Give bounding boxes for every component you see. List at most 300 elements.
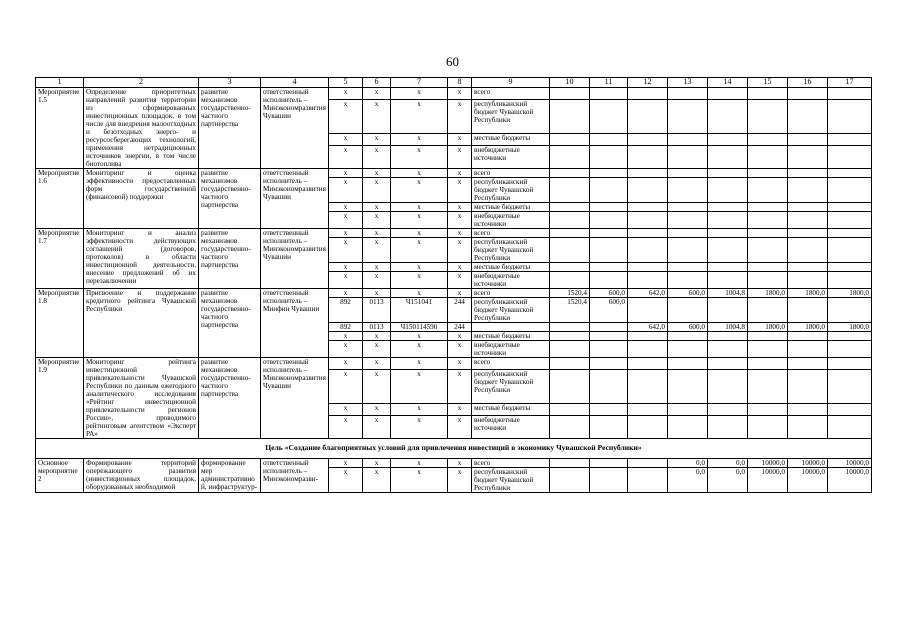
value-cell — [828, 169, 872, 178]
column-header: 6 — [363, 78, 391, 88]
value-cell — [590, 468, 628, 493]
value-cell: 10000,0 — [788, 468, 828, 493]
value-cell — [590, 341, 628, 358]
code-cell: x — [363, 238, 391, 263]
header-row — [36, 78, 872, 88]
code-cell: Ч150114590 — [391, 323, 448, 332]
code-cell: x — [363, 416, 391, 439]
code-cell: 244 — [448, 298, 472, 323]
code-cell: x — [391, 169, 448, 178]
value-cell — [668, 88, 708, 100]
value-cell — [708, 212, 748, 229]
value-cell — [708, 133, 748, 145]
value-cell — [668, 229, 708, 238]
value-cell — [828, 403, 872, 415]
event-responsible: ответственный исполнитель – Минэкономразви- — [261, 459, 329, 493]
value-cell — [550, 323, 590, 332]
code-cell: x — [329, 100, 363, 134]
value-cell — [550, 238, 590, 263]
code-cell: x — [448, 212, 472, 229]
funding-source: всего — [472, 459, 550, 468]
value-cell — [828, 88, 872, 100]
value-cell — [668, 238, 708, 263]
value-cell — [590, 229, 628, 238]
code-cell: x — [363, 229, 391, 238]
code-cell: x — [363, 272, 391, 289]
code-cell: x — [391, 459, 448, 468]
value-cell — [788, 416, 828, 439]
value-cell — [788, 178, 828, 203]
event-id: Мероприятие 1.6 — [36, 169, 84, 229]
value-cell — [748, 100, 788, 134]
column-header: 14 — [708, 78, 748, 88]
code-cell: x — [363, 88, 391, 100]
code-cell: Ч151041 — [391, 298, 448, 323]
event-task: развитие механизмов государственно-частного партнерства — [199, 169, 261, 229]
value-cell — [748, 332, 788, 341]
event-name: Формирование территорий опережающего развития (инвестиционных площадок, оборудованных необходимой — [84, 459, 199, 493]
value-cell — [708, 416, 748, 439]
column-header: 10 — [550, 78, 590, 88]
value-cell — [590, 263, 628, 272]
code-cell: x — [329, 238, 363, 263]
code-cell: x — [391, 341, 448, 358]
value-cell — [788, 212, 828, 229]
value-cell: 10000,0 — [828, 459, 872, 468]
value-cell: 1800,0 — [788, 289, 828, 298]
column-header: 5 — [329, 78, 363, 88]
value-cell: 1800,0 — [788, 323, 828, 332]
value-cell — [628, 298, 668, 323]
value-cell — [788, 203, 828, 212]
value-cell — [668, 146, 708, 169]
code-cell: x — [329, 289, 363, 298]
code-cell: x — [391, 263, 448, 272]
value-cell — [708, 298, 748, 323]
code-cell: x — [329, 272, 363, 289]
value-cell — [590, 203, 628, 212]
value-cell — [708, 332, 748, 341]
value-cell: 0,0 — [668, 459, 708, 468]
column-header: 12 — [628, 78, 668, 88]
value-cell — [708, 88, 748, 100]
value-cell — [748, 133, 788, 145]
code-cell: x — [391, 370, 448, 404]
value-cell — [550, 370, 590, 404]
value-cell: 600,0 — [668, 289, 708, 298]
value-cell — [668, 341, 708, 358]
code-cell: x — [363, 203, 391, 212]
value-cell — [828, 416, 872, 439]
value-cell — [550, 468, 590, 493]
value-cell — [628, 229, 668, 238]
value-cell — [550, 169, 590, 178]
funding-source: местные бюджеты — [472, 203, 550, 212]
funding-source: местные бюджеты — [472, 403, 550, 415]
value-cell — [708, 263, 748, 272]
value-cell — [788, 146, 828, 169]
code-cell: x — [448, 370, 472, 404]
event-id: Мероприятие 1.9 — [36, 358, 84, 439]
code-cell: x — [329, 133, 363, 145]
funding-source: внебюджетные источники — [472, 416, 550, 439]
event-name: Мониторинг и оценка эффективности предоставленных форм государственной (финансовой) поддержки — [84, 169, 199, 229]
event-id: Мероприятие 1.7 — [36, 229, 84, 289]
column-header: 17 — [828, 78, 872, 88]
funding-source: всего — [472, 358, 550, 370]
value-cell — [550, 100, 590, 134]
value-cell — [788, 403, 828, 415]
value-cell — [788, 341, 828, 358]
code-cell: x — [329, 358, 363, 370]
value-cell — [668, 212, 708, 229]
funding-source: местные бюджеты — [472, 263, 550, 272]
code-cell: x — [391, 88, 448, 100]
code-cell: x — [329, 178, 363, 203]
value-cell — [628, 169, 668, 178]
event-name: Мониторинг и анализ эффективности действующих соглашений (договоров, протоколов) в области инвестиционной деятельности, внесение предложений об их перезаключении — [84, 229, 199, 289]
value-cell: 10000,0 — [748, 468, 788, 493]
code-cell: x — [329, 341, 363, 358]
code-cell: x — [448, 289, 472, 298]
value-cell — [748, 272, 788, 289]
event-responsible: ответственный исполнитель – Минэкономразвития Чувашии — [261, 358, 329, 439]
funding-source: внебюджетные источники — [472, 341, 550, 358]
value-cell — [828, 133, 872, 145]
value-cell — [748, 229, 788, 238]
code-cell: x — [363, 332, 391, 341]
value-cell — [668, 178, 708, 203]
value-cell — [668, 133, 708, 145]
value-cell — [628, 459, 668, 468]
value-cell — [828, 203, 872, 212]
value-cell — [590, 416, 628, 439]
program-table — [35, 77, 872, 493]
code-cell: x — [329, 212, 363, 229]
code-cell: x — [363, 289, 391, 298]
value-cell — [828, 370, 872, 404]
value-cell — [668, 403, 708, 415]
value-cell — [668, 263, 708, 272]
code-cell: x — [363, 146, 391, 169]
value-cell — [550, 341, 590, 358]
code-cell: x — [448, 416, 472, 439]
value-cell — [628, 203, 668, 212]
code-cell: 892 — [329, 298, 363, 323]
funding-source: всего — [472, 169, 550, 178]
event-task: развитие механизмов государственно-частного партнерства — [199, 229, 261, 289]
value-cell — [708, 146, 748, 169]
value-cell — [828, 100, 872, 134]
code-cell: x — [391, 468, 448, 493]
code-cell: x — [391, 100, 448, 134]
value-cell — [748, 146, 788, 169]
value-cell: 1520,4 — [550, 298, 590, 323]
code-cell: x — [448, 332, 472, 341]
value-cell — [590, 146, 628, 169]
value-cell — [550, 133, 590, 145]
value-cell — [668, 370, 708, 404]
funding-source: республиканский бюджет Чувашской Республики — [472, 468, 550, 493]
code-cell: x — [448, 88, 472, 100]
value-cell — [828, 212, 872, 229]
value-cell — [828, 263, 872, 272]
table-row — [36, 169, 872, 178]
value-cell — [708, 169, 748, 178]
funding-source: республиканский бюджет Чувашской Республики — [472, 100, 550, 134]
code-cell: x — [329, 169, 363, 178]
code-cell: x — [363, 370, 391, 404]
code-cell: x — [448, 341, 472, 358]
value-cell — [788, 88, 828, 100]
funding-source: всего — [472, 289, 550, 298]
value-cell — [628, 212, 668, 229]
goal-row — [36, 439, 872, 459]
value-cell — [628, 332, 668, 341]
value-cell — [708, 403, 748, 415]
value-cell: 10000,0 — [828, 468, 872, 493]
value-cell — [788, 370, 828, 404]
code-cell: x — [363, 100, 391, 134]
value-cell: 1800,0 — [748, 289, 788, 298]
code-cell: x — [329, 263, 363, 272]
value-cell — [708, 341, 748, 358]
value-cell — [788, 358, 828, 370]
code-cell: x — [363, 212, 391, 229]
funding-source: местные бюджеты — [472, 133, 550, 145]
value-cell — [828, 178, 872, 203]
value-cell — [628, 146, 668, 169]
value-cell — [788, 238, 828, 263]
event-responsible: ответственный исполнитель – Минэкономразвития Чувашии — [261, 88, 329, 169]
code-cell: x — [363, 178, 391, 203]
code-cell: x — [363, 341, 391, 358]
value-cell: 1800,0 — [828, 289, 872, 298]
code-cell: x — [448, 146, 472, 169]
column-header: 8 — [448, 78, 472, 88]
value-cell — [628, 468, 668, 493]
value-cell: 0,0 — [708, 468, 748, 493]
code-cell: x — [329, 88, 363, 100]
value-cell — [550, 178, 590, 203]
value-cell — [628, 272, 668, 289]
event-name: Мониторинг рейтинга инвестиционной привлекательности Чувашской Республики по данным ежегодного аналитического исследования «Рейтинг инвестиционной привлекательности регионов России», проводимого рейтинговым агентством «Эксперт РА» — [84, 358, 199, 439]
value-cell — [708, 238, 748, 263]
value-cell — [628, 100, 668, 134]
funding-source: республиканский бюджет Чувашской Республики — [472, 298, 550, 323]
event-name: Определение приоритетных направлений развития территории из сформированных инвестиционных площадок, в том числе для внедрения малоотходных и безотходных энерго- и ресурсосберегающих технологий, применения нетрадиционных источников энергии, в том числе биотоплива — [84, 88, 199, 169]
event-task: развитие механизмов государственно-частного партнерства — [199, 88, 261, 169]
value-cell — [668, 358, 708, 370]
event-id: Мероприятие 1.5 — [36, 88, 84, 169]
value-cell — [628, 263, 668, 272]
value-cell — [590, 272, 628, 289]
value-cell — [748, 88, 788, 100]
value-cell — [550, 403, 590, 415]
value-cell — [590, 212, 628, 229]
column-header: 1 — [36, 78, 84, 88]
code-cell: x — [391, 212, 448, 229]
code-cell: x — [448, 100, 472, 134]
code-cell: x — [363, 133, 391, 145]
code-cell: x — [391, 229, 448, 238]
event-id: Основное мероприятие 2 — [36, 459, 84, 493]
event-responsible: ответственный исполнитель – Минфин Чувашии — [261, 289, 329, 358]
value-cell: 0,0 — [708, 459, 748, 468]
value-cell — [550, 272, 590, 289]
column-header: 11 — [590, 78, 628, 88]
value-cell — [590, 358, 628, 370]
value-cell — [550, 88, 590, 100]
code-cell: x — [448, 169, 472, 178]
value-cell — [828, 272, 872, 289]
code-cell: x — [391, 133, 448, 145]
code-cell: x — [448, 133, 472, 145]
code-cell: x — [448, 178, 472, 203]
value-cell — [748, 212, 788, 229]
value-cell — [748, 341, 788, 358]
value-cell — [590, 403, 628, 415]
value-cell — [550, 146, 590, 169]
value-cell — [708, 203, 748, 212]
value-cell — [708, 178, 748, 203]
value-cell — [788, 229, 828, 238]
value-cell — [748, 403, 788, 415]
code-cell: x — [391, 238, 448, 263]
value-cell — [668, 298, 708, 323]
funding-source — [472, 323, 550, 332]
funding-source: республиканский бюджет Чувашской Республики — [472, 370, 550, 404]
value-cell — [828, 238, 872, 263]
code-cell: x — [329, 229, 363, 238]
value-cell: 642,0 — [628, 289, 668, 298]
value-cell — [550, 203, 590, 212]
event-responsible: ответственный исполнитель – Минэкономразвития Чувашии — [261, 169, 329, 229]
column-header: 9 — [472, 78, 550, 88]
code-cell: 892 — [329, 323, 363, 332]
value-cell: 1520,4 — [550, 289, 590, 298]
code-cell: x — [329, 459, 363, 468]
code-cell: x — [329, 146, 363, 169]
value-cell — [788, 133, 828, 145]
value-cell — [708, 229, 748, 238]
value-cell — [668, 332, 708, 341]
value-cell: 1800,0 — [828, 323, 872, 332]
page-number: 60 — [446, 54, 459, 69]
code-cell: x — [363, 263, 391, 272]
column-header: 13 — [668, 78, 708, 88]
event-task: формирование мер административной, инфраструктур- — [199, 459, 261, 493]
value-cell — [748, 203, 788, 212]
event-task: развитие механизмов государственно-частного партнерства — [199, 289, 261, 358]
code-cell: x — [363, 459, 391, 468]
code-cell: 0113 — [363, 298, 391, 323]
value-cell — [590, 169, 628, 178]
column-header: 4 — [261, 78, 329, 88]
code-cell: x — [391, 332, 448, 341]
value-cell — [748, 169, 788, 178]
value-cell — [708, 358, 748, 370]
value-cell — [628, 178, 668, 203]
code-cell: x — [329, 468, 363, 493]
value-cell — [668, 272, 708, 289]
code-cell: x — [363, 169, 391, 178]
value-cell — [668, 100, 708, 134]
code-cell: x — [329, 403, 363, 415]
value-cell — [828, 146, 872, 169]
code-cell: x — [329, 370, 363, 404]
value-cell: 600,0 — [590, 289, 628, 298]
code-cell: x — [448, 263, 472, 272]
value-cell — [748, 238, 788, 263]
column-header: 16 — [788, 78, 828, 88]
value-cell — [628, 238, 668, 263]
value-cell: 1800,0 — [748, 323, 788, 332]
code-cell: x — [363, 468, 391, 493]
funding-source: внебюджетные источники — [472, 146, 550, 169]
funding-source: внебюджетные источники — [472, 272, 550, 289]
code-cell: 244 — [448, 323, 472, 332]
value-cell — [628, 341, 668, 358]
value-cell — [590, 133, 628, 145]
funding-source: республиканский бюджет Чувашской Республики — [472, 178, 550, 203]
value-cell: 600,0 — [590, 298, 628, 323]
value-cell: 1004,8 — [708, 289, 748, 298]
event-id: Мероприятие 1.8 — [36, 289, 84, 358]
code-cell: x — [329, 416, 363, 439]
value-cell — [748, 358, 788, 370]
value-cell — [788, 298, 828, 323]
value-cell — [788, 332, 828, 341]
code-cell: x — [448, 203, 472, 212]
value-cell — [788, 169, 828, 178]
value-cell — [590, 238, 628, 263]
table-row — [36, 358, 872, 370]
code-cell: x — [448, 229, 472, 238]
value-cell — [708, 272, 748, 289]
funding-source: внебюджетные источники — [472, 212, 550, 229]
code-cell: x — [391, 358, 448, 370]
funding-source: всего — [472, 88, 550, 100]
value-cell — [590, 100, 628, 134]
value-cell — [590, 323, 628, 332]
value-cell — [788, 263, 828, 272]
value-cell — [828, 358, 872, 370]
value-cell — [788, 100, 828, 134]
value-cell — [668, 203, 708, 212]
funding-source: республиканский бюджет Чувашской Республики — [472, 238, 550, 263]
value-cell — [550, 229, 590, 238]
value-cell — [628, 358, 668, 370]
column-header: 7 — [391, 78, 448, 88]
value-cell — [550, 459, 590, 468]
value-cell — [668, 169, 708, 178]
code-cell: x — [391, 146, 448, 169]
value-cell — [788, 272, 828, 289]
value-cell — [550, 332, 590, 341]
value-cell — [748, 178, 788, 203]
value-cell — [550, 416, 590, 439]
table-row — [36, 88, 872, 100]
code-cell: x — [448, 403, 472, 415]
code-cell: x — [448, 238, 472, 263]
value-cell — [748, 370, 788, 404]
code-cell: x — [329, 332, 363, 341]
value-cell: 1004,8 — [708, 323, 748, 332]
code-cell: x — [391, 416, 448, 439]
value-cell: 0,0 — [668, 468, 708, 493]
value-cell — [708, 100, 748, 134]
